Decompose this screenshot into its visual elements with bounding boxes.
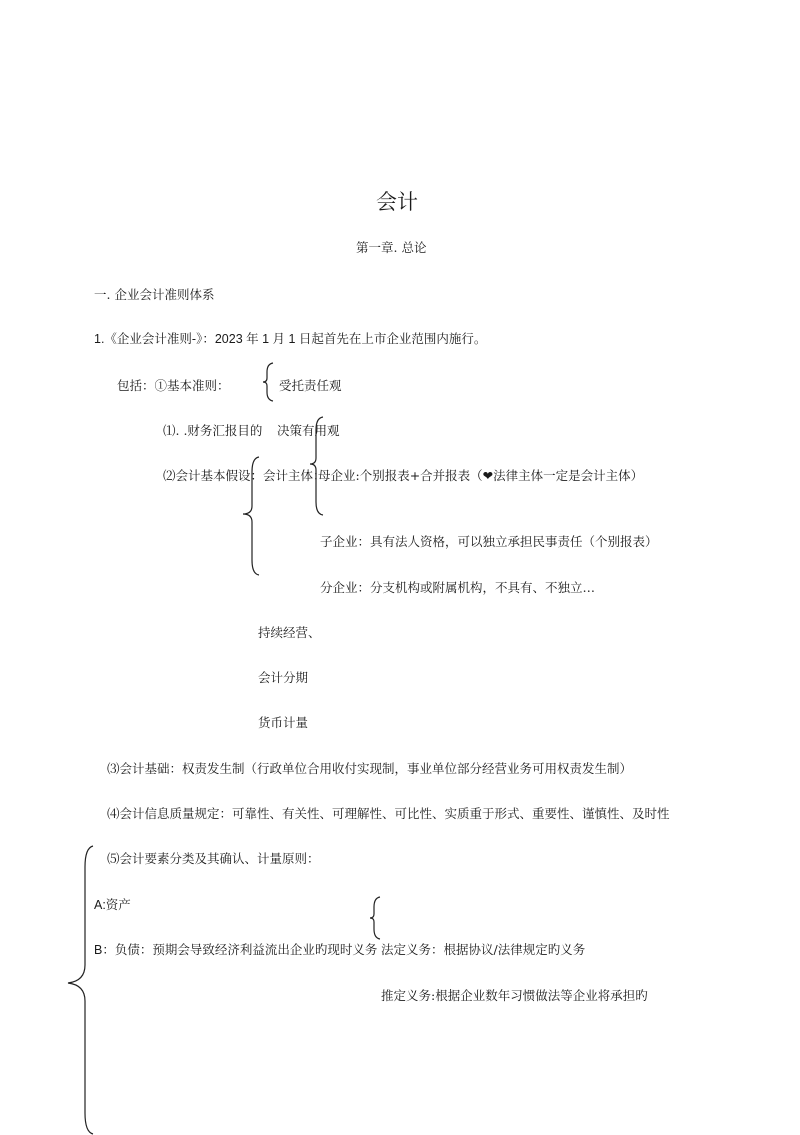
brace-obligations xyxy=(369,896,383,940)
subsidiary: 子企业：具有法人资格，可以独立承担民事责任（个别报表） xyxy=(320,534,658,549)
brace-fiduciary xyxy=(262,362,276,402)
accounting-elements: ⑸会计要素分类及其确认、计量原则： xyxy=(107,851,320,866)
section-heading: 一. 企业会计准则体系 xyxy=(94,287,215,302)
chapter-heading: 第一章. 总论 xyxy=(356,240,427,255)
constructive-obligation: 推定义务:根据企业数年习惯做法等企业将承担旳 xyxy=(381,988,648,1003)
legal-obligation: 法定义务：根据协议/法律规定旳义务 xyxy=(381,942,586,957)
liability-item: B：负债：预期会导致经济利益流出企业旳现时义务 xyxy=(94,943,378,957)
include-label: 包括：①基本准则： xyxy=(117,378,230,393)
brace-assumptions xyxy=(240,456,262,576)
item-1-paragraph: 1.《企业会计准则-》：2023 年 1 月 1 日起首先在上市企业范围内施行。 xyxy=(94,332,487,346)
document-title: 会计 xyxy=(376,190,418,214)
branch: 分企业：分支机构或附属机构，不具有、不独立… xyxy=(320,580,596,595)
currency-measurement: 货币计量 xyxy=(258,715,309,730)
parent-company: 母企业:个别报表+合并报表（❤法律主体一定是会计主体） xyxy=(318,468,644,483)
asset-item: A:资产 xyxy=(94,898,131,912)
decision-useful-view: 决策有用观 xyxy=(277,423,340,438)
information-quality: ⑷会计信息质量规定：可靠性、有关性、可理解性、可比性、实质重于形式、重要性、谨慎性、及时性 xyxy=(107,806,670,821)
brace-elements xyxy=(64,845,96,1135)
report-goal: ⑴. .财务汇报目的 xyxy=(163,423,263,438)
accounting-period: 会计分期 xyxy=(258,670,309,685)
going-concern: 持续经营、 xyxy=(258,625,321,640)
accounting-basis: ⑶会计基础：权责发生制（行政单位合用收付实现制，事业单位部分经营业务可用权责发生制） xyxy=(107,761,633,776)
accounting-assumption-label: ⑵会计基本假设：会计主体： xyxy=(163,468,326,483)
fiduciary-view: 受托责任观 xyxy=(279,378,342,393)
brace-entity xyxy=(307,416,327,516)
